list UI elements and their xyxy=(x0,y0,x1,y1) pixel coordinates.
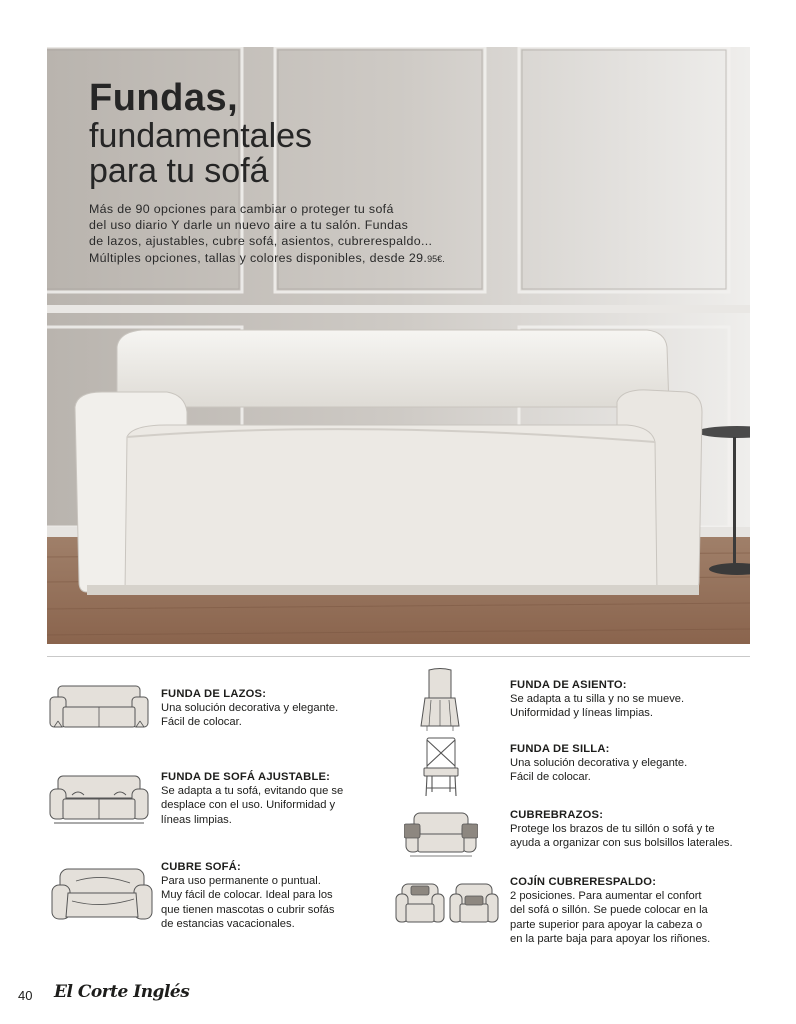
intro-paragraph xyxy=(89,201,509,267)
product-desc-line: ayuda a organizar con sus bolsillos laterales. xyxy=(510,837,733,850)
sofa-ties-icon xyxy=(48,683,150,735)
product-desc-line: 2 posiciones. Para aumentar el confort xyxy=(510,890,702,903)
product-text xyxy=(161,687,391,730)
product-desc-line: Una solución decorativa y elegante. xyxy=(510,757,688,770)
product-desc-line: Uniformidad y líneas limpias. xyxy=(510,707,654,720)
product-title: CUBREBRAZOS: xyxy=(510,809,604,821)
brand-logo: El Corte Inglés xyxy=(54,982,190,1002)
intro-line: de lazos, ajustables, cubre sofá, asientos, cubrerespaldo... xyxy=(89,234,433,249)
product-desc-line: Se adapta a tu sofá, evitando que se xyxy=(161,785,344,798)
product-text xyxy=(510,875,770,946)
product-text xyxy=(510,742,760,785)
product-title: FUNDA DE ASIENTO: xyxy=(510,679,627,691)
product-text xyxy=(510,678,760,721)
product-desc-line: en la parte baja para apoyar los riñones. xyxy=(510,932,711,945)
intro-line: Más de 90 opciones para cambiar o proteger tu sofá xyxy=(89,202,394,216)
product-desc-line: Protege los brazos de tu sillón o sofá y te xyxy=(510,823,715,836)
sofa-throw-icon xyxy=(50,865,154,927)
hero-text xyxy=(89,77,509,267)
section-divider xyxy=(47,656,750,657)
product-desc-line: Fácil de colocar. xyxy=(510,771,591,784)
product-title: CUBRE SOFÁ: xyxy=(161,861,241,873)
page-subtitle-line1: fundamentales xyxy=(89,117,313,155)
chair-skirt-icon xyxy=(419,668,461,732)
product-desc-line: parte superior para apoyar la cabeza o xyxy=(510,918,703,931)
product-desc-line: Fácil de colocar. xyxy=(161,716,242,729)
chair-cross-back-icon xyxy=(422,736,460,798)
page-number: 40 xyxy=(18,988,33,1003)
product-text xyxy=(161,860,401,931)
product-text xyxy=(510,808,770,851)
product-title: COJÍN CUBRERESPALDO: xyxy=(510,876,657,888)
product-desc-line: Muy fácil de colocar. Ideal para los xyxy=(161,889,333,902)
armchair-armrest-icon xyxy=(404,810,478,860)
product-desc-line: Una solución decorativa y elegante. xyxy=(161,702,339,715)
hero-photo xyxy=(47,47,750,644)
product-text xyxy=(161,770,391,827)
product-desc-line: de estancias vacacionales. xyxy=(161,917,295,930)
product-desc-line: líneas limpias. xyxy=(161,813,232,826)
product-title: FUNDA DE SOFÁ AJUSTABLE: xyxy=(161,771,331,783)
product-desc-line: desplace con el uso. Uniformidad y xyxy=(161,799,336,812)
product-desc-line: del sofá o sillón. Se puede colocar en la xyxy=(510,904,708,917)
product-desc-line: que tienen mascotas o cubrir sofás xyxy=(161,903,335,916)
armchair-cushion-icon xyxy=(394,880,504,930)
product-desc-line: Para uso permanente o puntual. xyxy=(161,875,321,888)
product-title: FUNDA DE LAZOS: xyxy=(161,688,267,700)
product-desc-line: Se adapta a tu silla y no se mueve. xyxy=(510,693,685,706)
page-subtitle-line2: para tu sofá xyxy=(89,152,269,190)
intro-line: del uso diario Y darle un nuevo aire a tu salón. Fundas xyxy=(89,218,409,233)
intro-line: Múltiples opciones, tallas y colores disponibles, desde 29. xyxy=(89,250,428,265)
product-title: FUNDA DE SILLA: xyxy=(510,743,610,755)
page-title: Fundas, xyxy=(89,77,239,119)
sofa-fitted-icon xyxy=(48,773,150,827)
price-cents: 95€. xyxy=(427,253,445,264)
